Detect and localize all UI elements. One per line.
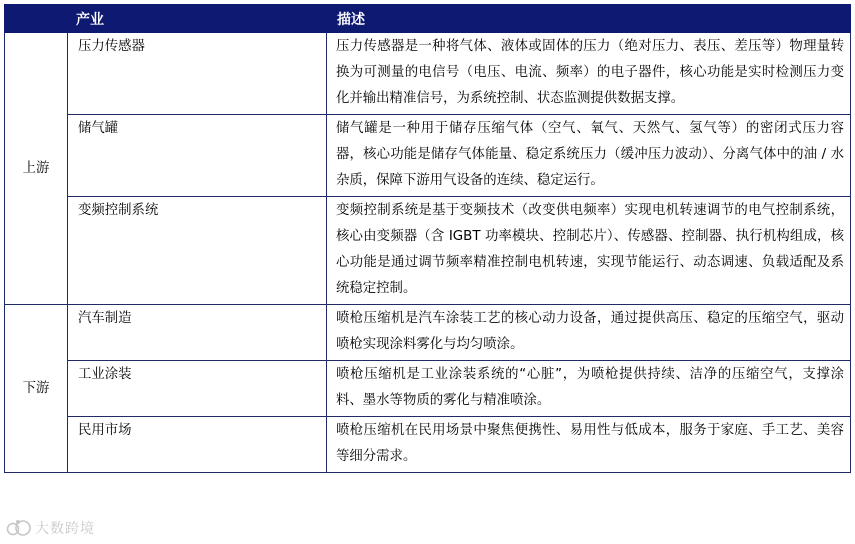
table-row xyxy=(5,305,851,361)
industry-cell: 汽车制造 xyxy=(68,305,327,361)
watermark xyxy=(6,517,95,539)
description-cell: 喷枪压缩机是工业涂装系统的“心脏”，为喷枪提供持续、洁净的压缩空气，支撑涂料、墨水等物质的雾化与精准喷涂。 xyxy=(327,361,851,417)
description-cell: 喷枪压缩机是汽车涂装工艺的核心动力设备，通过提供高压、稳定的压缩空气，驱动喷枪实现涂料雾化与均匀喷涂。 xyxy=(327,305,851,361)
header-category xyxy=(5,5,68,33)
table-row xyxy=(5,33,851,115)
table-row xyxy=(5,197,851,305)
header-description: 描述 xyxy=(327,5,851,33)
industry-cell: 民用市场 xyxy=(68,417,327,473)
description-cell: 变频控制系统是基于变频技术（改变供电频率）实现电机转速调节的电气控制系统，核心由变频器（含 IGBT 功率模块、控制芯片）、传感器、控制器、执行机构组成，核心功能是通过调节频率精准控制电机转速，实现节能运行、动态调速、负载适配及系统稳定控制。 xyxy=(327,197,851,305)
description-cell: 储气罐是一种用于储存压缩气体（空气、氧气、天然气、氢气等）的密闭式压力容器，核心功能是储存气体能量、稳定系统压力（缓冲压力波动）、分离气体中的油 / 水杂质，保障下游用气设备的连续、稳定运行。 xyxy=(327,115,851,197)
industry-cell: 工业涂装 xyxy=(68,361,327,417)
industry-chain-table xyxy=(4,4,851,473)
industry-cell: 压力传感器 xyxy=(68,33,327,115)
category-downstream: 下游 xyxy=(5,305,68,473)
table-header-row xyxy=(5,5,851,33)
description-cell: 压力传感器是一种将气体、液体或固体的压力（绝对压力、表压、差压等）物理量转换为可测量的电信号（电压、电流、频率）的电子器件，核心功能是实时检测压力变化并输出精准信号，为系统控制、状态监测提供数据支撑。 xyxy=(327,33,851,115)
header-industry: 产业 xyxy=(68,5,327,33)
category-upstream: 上游 xyxy=(5,33,68,305)
table-row xyxy=(5,115,851,197)
table-row xyxy=(5,417,851,473)
watermark-text: 大数跨境 xyxy=(35,521,95,537)
industry-cell: 储气罐 xyxy=(68,115,327,197)
industry-cell: 变频控制系统 xyxy=(68,197,327,305)
logo-icon xyxy=(6,518,32,538)
description-cell: 喷枪压缩机在民用场景中聚焦便携性、易用性与低成本，服务于家庭、手工艺、美容等细分需求。 xyxy=(327,417,851,473)
table-row xyxy=(5,361,851,417)
